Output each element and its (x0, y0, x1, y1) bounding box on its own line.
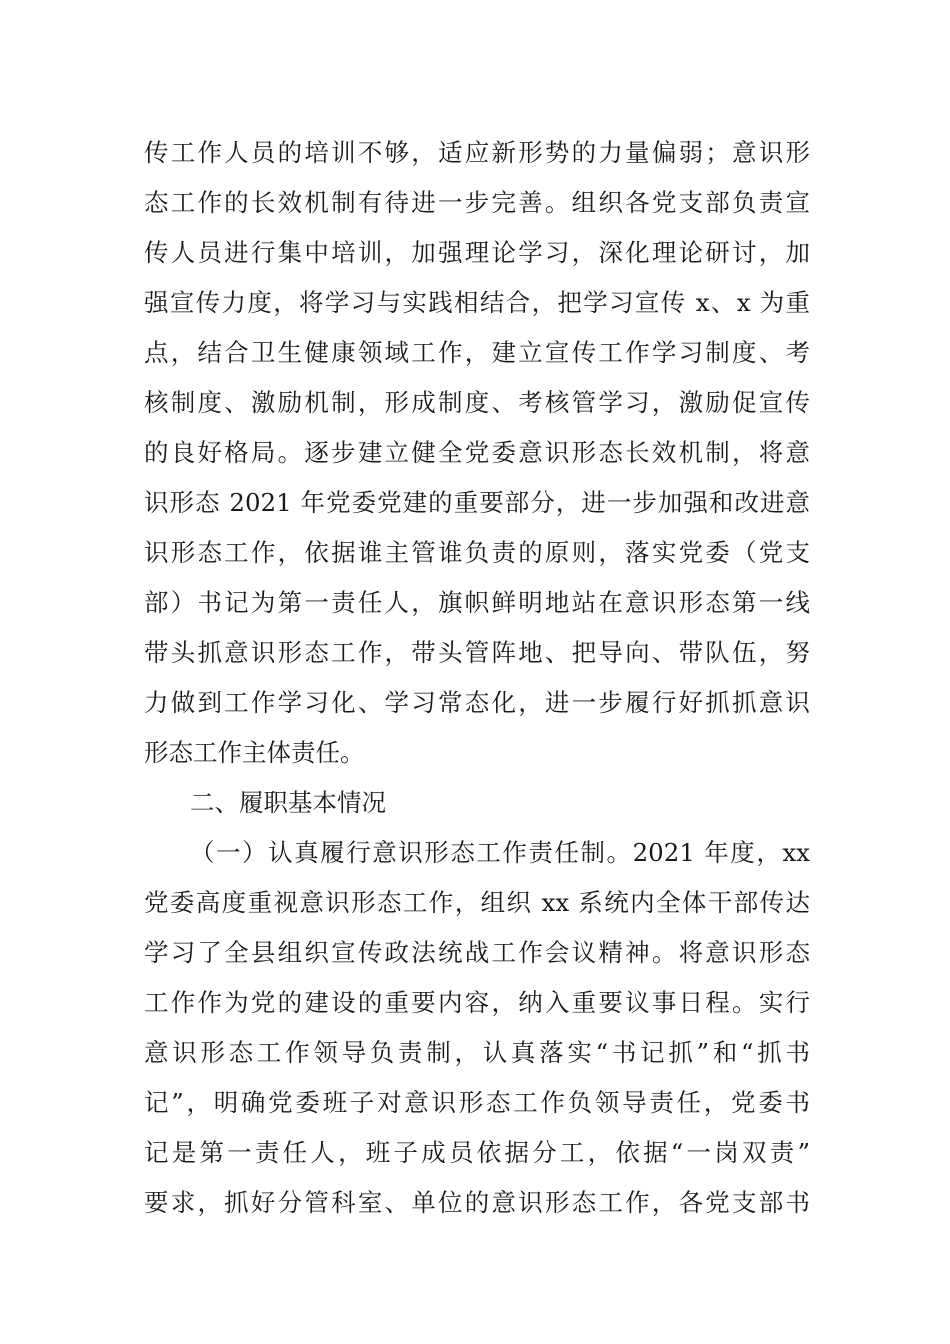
paragraph-line: 要求，抓好分管科室、单位的意识形态工作，各党支部书 (144, 1188, 810, 1217)
paragraph-line: 态工作的长效机制有待进一步完善。组织各党支部负责宣 (144, 188, 810, 217)
paragraph-line: 的良好格局。逐步建立健全党委意识形态长效机制，将意 (144, 438, 810, 467)
paragraph-line: 识形态 2021 年党委党建的重要部分，进一步加强和改进意 (144, 488, 810, 517)
paragraph-line: 形态工作主体责任。 (144, 738, 365, 767)
paragraph-line: 强宣传力度，将学习与实践相结合，把学习宣传 x、x 为重 (144, 288, 810, 317)
paragraph-line: 传工作人员的培训不够，适应新形势的力量偏弱；意识形 (144, 138, 810, 167)
paragraph-line: 带头抓意识形态工作，带头管阵地、把导向、带队伍，努 (144, 638, 810, 667)
document-body (144, 128, 810, 1228)
paragraph-line: 学习了全县组织宣传政法统战工作会议精神。将意识形态 (144, 938, 810, 967)
paragraph-line: 意识形态工作领导负责制，认真落实“书记抓”和“抓书 (144, 1038, 810, 1067)
paragraph-line: 传人员进行集中培训，加强理论学习，深化理论研讨，加 (144, 238, 810, 267)
paragraph-line: 党委高度重视意识形态工作，组织 xx 系统内全体干部传达 (144, 888, 810, 917)
paragraph-line: 点，结合卫生健康领域工作，建立宣传工作学习制度、考 (144, 338, 810, 367)
paragraph-line: 记是第一责任人，班子成员依据分工，依据“一岗双责” (144, 1138, 810, 1167)
paragraph-line: 部）书记为第一责任人，旗帜鲜明地站在意识形态第一线 (144, 588, 810, 617)
subsection-heading-line: （一）认真履行意识形态工作责任制。2021 年度，xx (190, 838, 810, 867)
paragraph-line: 力做到工作学习化、学习常态化，进一步履行好抓抓意识 (144, 688, 810, 717)
section-heading: 二、履职基本情况 (190, 788, 386, 817)
paragraph-line: 记”，明确党委班子对意识形态工作负领导责任，党委书 (144, 1088, 810, 1117)
paragraph-line: 核制度、激励机制，形成制度、考核管学习，激励促宣传 (144, 388, 810, 417)
paragraph-line: 识形态工作，依据谁主管谁负责的原则，落实党委（党支 (144, 538, 810, 567)
paragraph-line: 工作作为党的建设的重要内容，纳入重要议事日程。实行 (144, 988, 810, 1017)
